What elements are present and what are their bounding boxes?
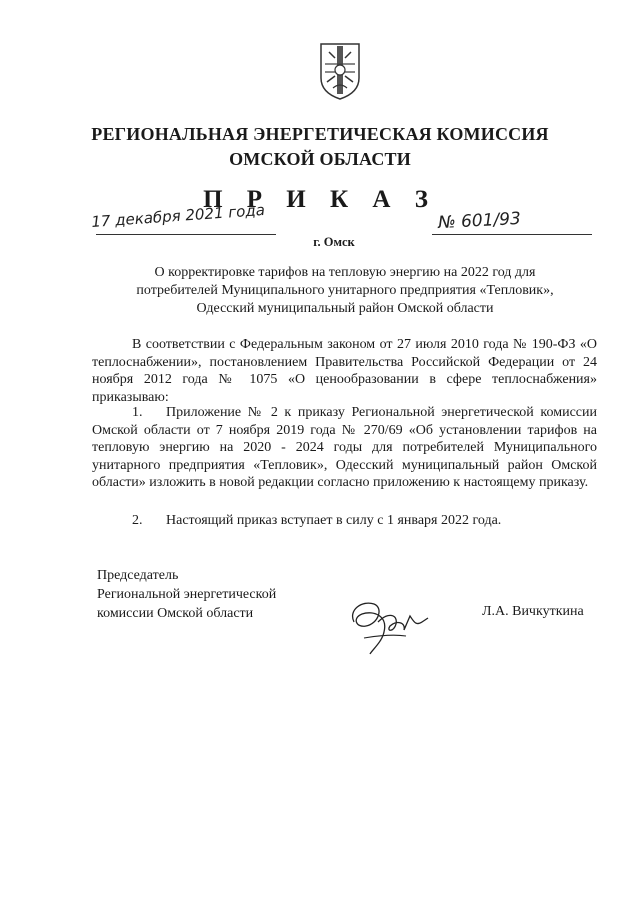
signatory-name: Л.А. Вичкуткина — [482, 604, 584, 619]
coat-of-arms-icon — [319, 42, 361, 100]
handwritten-number: № 601/93 — [437, 208, 522, 234]
item-text: Приложение № 2 к приказу Региональной энергетической комиссии Омской области от 7 ноября 2019 года № 270/69 «Об установлении тарифов на тепловую энергию на 2020 - 2024 годы для потребителей Муниципального унитарного предприятия «Тепловик», Одесский муниципальный район Омской области» изложить в новой редакции согласно приложению к настоящему приказу. — [92, 405, 597, 490]
handwritten-date: 17 декабря 2021 года — [90, 200, 266, 231]
city-label: г. Омск — [313, 235, 355, 249]
order-item-1 — [92, 404, 597, 492]
order-item-2 — [92, 512, 597, 530]
position-line: Региональной энергетической — [97, 587, 277, 602]
item-text: Настоящий приказ вступает в силу с 1 января 2022 года. — [166, 513, 502, 528]
order-subject — [95, 264, 595, 318]
subject-line: Одесский муниципальный район Омской области — [196, 301, 494, 316]
subject-line: О корректировке тарифов на тепловую энергию на 2022 год для — [154, 265, 536, 280]
subject-line: потребителей Муниципального унитарного предприятия «Тепловик», — [136, 283, 554, 298]
signatory-position — [97, 566, 276, 623]
position-line: комиссии Омской области — [97, 606, 254, 621]
handwritten-signature — [344, 592, 434, 656]
organization-name-line1: РЕГИОНАЛЬНАЯ ЭНЕРГЕТИЧЕСКАЯ КОМИССИЯ — [91, 124, 549, 144]
position-line: Председатель — [97, 568, 179, 583]
item-number: 1. — [132, 405, 143, 420]
organization-name-line2: ОМСКОЙ ОБЛАСТИ — [229, 149, 411, 169]
document-title: П Р И К А З — [203, 186, 437, 213]
preamble-paragraph: В соответствии с Федеральным законом от 27 июля 2010 года № 190-ФЗ «О теплоснабжении», постановлением Правительства Российской Федерации от 24 ноября 2012 года № 1075 «О ценообразовании в сфере теплоснабжения» приказываю: — [92, 337, 597, 405]
item-number: 2. — [132, 513, 143, 528]
